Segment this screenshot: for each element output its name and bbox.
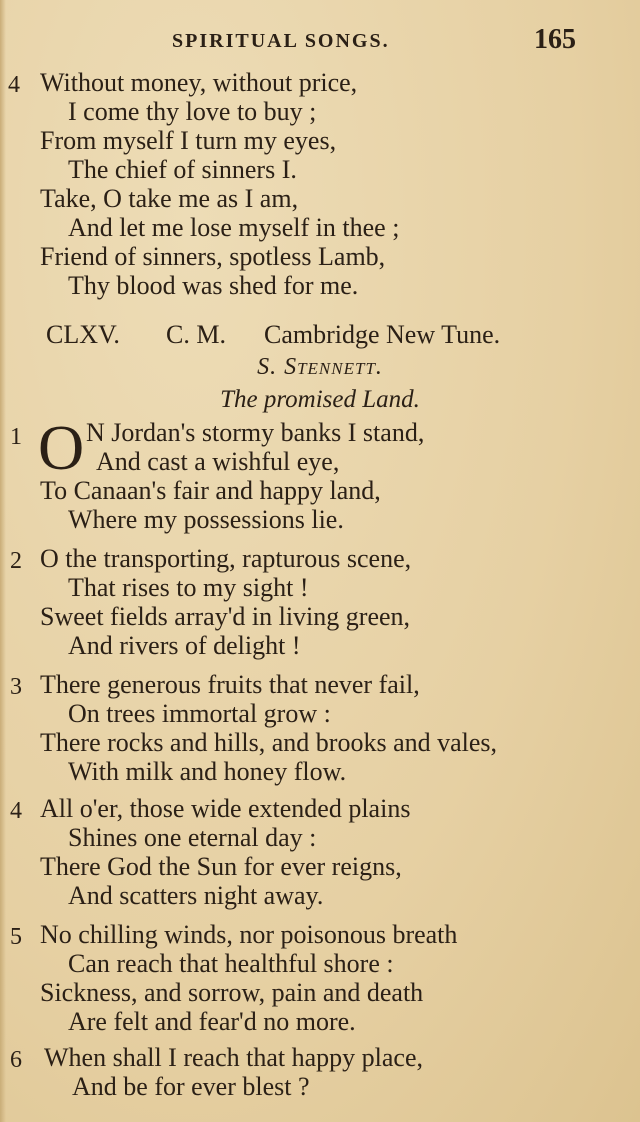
- page-gutter-shadow: [0, 0, 6, 1122]
- verse-line: I come thy love to buy ;: [68, 97, 317, 126]
- hymn-author: [0, 354, 640, 381]
- verse-line: And cast a wishful eye,: [96, 447, 340, 476]
- verse-line: With milk and honey flow.: [68, 757, 347, 786]
- stanza-number: 1: [10, 424, 22, 450]
- verse-line: From myself I turn my eyes,: [40, 126, 337, 155]
- stanza-number: 6: [10, 1047, 22, 1073]
- page-header: [0, 24, 640, 60]
- page-number: 165: [534, 24, 576, 55]
- verse-line: And be for ever blest ?: [72, 1072, 310, 1101]
- verse-line: The chief of sinners I.: [68, 155, 297, 184]
- verse-line: Sickness, and sorrow, pain and death: [40, 978, 424, 1007]
- verse-line: There God the Sun for ever reigns,: [40, 852, 402, 881]
- verse-line: All o'er, those wide extended plains: [40, 794, 411, 823]
- verse-line: Are felt and fear'd no more.: [68, 1007, 356, 1036]
- author-initial: S.: [257, 354, 278, 380]
- verse-line: N Jordan's stormy banks I stand,: [86, 418, 425, 447]
- stanza-number: 2: [10, 548, 22, 574]
- verse-line: There rocks and hills, and brooks and vales,: [40, 728, 498, 757]
- stanza-number: 3: [10, 674, 22, 700]
- author-name: Stennett.: [284, 354, 383, 380]
- verse-line: Sweet fields array'd in living green,: [40, 602, 411, 631]
- hymn-number: CLXV.: [46, 320, 120, 349]
- verse-line: There generous fruits that never fail,: [40, 670, 420, 699]
- stanza-number: 4: [8, 72, 20, 98]
- verse-line: And scatters night away.: [68, 881, 324, 910]
- stanza-number: 5: [10, 924, 22, 950]
- hymn-metre: C. M.: [166, 320, 226, 349]
- running-title: SPIRITUAL SONGS.: [172, 30, 390, 52]
- verse-line: Shines one eternal day :: [68, 823, 317, 852]
- verse-line: O the transporting, rapturous scene,: [40, 544, 412, 573]
- verse-line: Thy blood was shed for me.: [68, 271, 359, 300]
- hymn-subject: The promised Land.: [220, 386, 420, 413]
- verse-line: Without money, without price,: [40, 68, 358, 97]
- verse-line: Friend of sinners, spotless Lamb,: [40, 242, 386, 271]
- hymn-heading: [0, 320, 640, 352]
- verse-line: No chilling winds, nor poisonous breath: [40, 920, 458, 949]
- verse-line: Take, O take me as I am,: [40, 184, 299, 213]
- verse-line: When shall I reach that happy place,: [44, 1043, 423, 1072]
- verse-line: And let me lose myself in thee ;: [68, 213, 400, 242]
- verse-line: Can reach that healthful shore :: [68, 949, 394, 978]
- verse-line: Where my possessions lie.: [68, 505, 344, 534]
- verse-line: And rivers of delight !: [68, 631, 301, 660]
- drop-cap: O: [38, 412, 85, 483]
- verse-line: To Canaan's fair and happy land,: [40, 476, 381, 505]
- verse-line: On trees immortal grow :: [68, 699, 331, 728]
- stanza-number: 4: [10, 798, 22, 824]
- verse-line: That rises to my sight !: [68, 573, 309, 602]
- hymn-tune: Cambridge New Tune.: [264, 320, 501, 349]
